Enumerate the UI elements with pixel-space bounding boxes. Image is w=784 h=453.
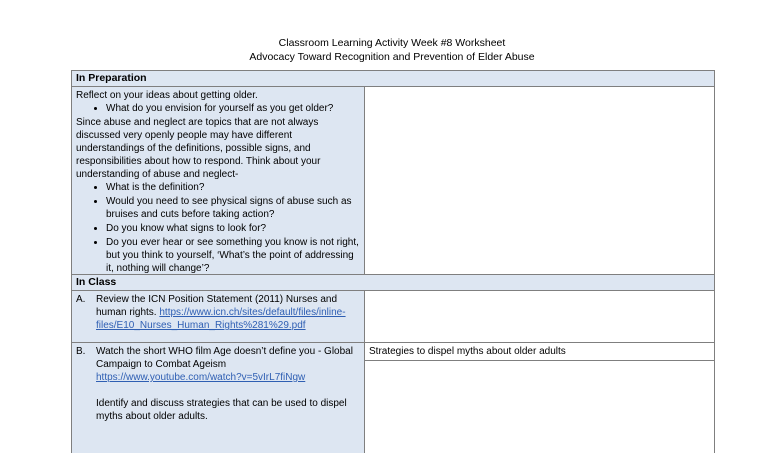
list-item: • What is the definition?: [106, 181, 360, 194]
item-b-instruction: Identify and discuss strategies that can be used to dispel myths about older adults.: [96, 398, 347, 422]
prep-paragraph: Since abuse and neglect are topics that are not always discussed very openly people may have different understandings of the definitions, possible signs, and responsibilities about how to respond. Think about your understanding of abuse and neglect-: [76, 117, 321, 180]
list-item: • What do you envision for yourself as you get older?: [106, 102, 360, 115]
item-b-response-cell: [365, 343, 714, 453]
prep-prompt-cell: [72, 87, 365, 274]
strategies-response-area[interactable]: [365, 361, 714, 441]
item-a-row: [72, 291, 714, 343]
prep-intro: Reflect on your ideas about getting older.: [76, 90, 258, 101]
prep-response-cell[interactable]: [365, 87, 714, 274]
prep-bullet-list-1: [76, 102, 360, 115]
in-class-header: In Class: [72, 274, 714, 291]
item-a-prompt-cell: [72, 291, 365, 342]
item-b-label: B.: [76, 346, 86, 357]
list-item: • Would you need to see physical signs of abuse such as bruises and cuts before taking action?: [106, 195, 360, 221]
item-a-label: A.: [76, 294, 86, 305]
item-b-prompt-cell: [72, 343, 365, 453]
worksheet-subtitle: Advocacy Toward Recognition and Prevention of Elder Abuse: [249, 51, 535, 63]
prep-bullet-list-2: [76, 181, 360, 275]
item-b-row: [72, 343, 714, 453]
list-item: • Do you ever hear or see something you know is not right, but you think to yourself, ‘What’s the point of addressing it, nothing will change’?: [106, 236, 360, 275]
strategies-label: Strategies to dispel myths about older adults: [365, 343, 714, 361]
list-item: • Do you know what signs to look for?: [106, 222, 360, 235]
prep-row: [72, 87, 714, 274]
worksheet-table: [71, 70, 715, 453]
item-a-response-cell[interactable]: [365, 291, 714, 342]
who-film-link[interactable]: https://www.youtube.com/watch?v=5vIrL7fiNgw: [96, 372, 306, 383]
item-a-text: Review the ICN Position Statement (2011) Nurses and human rights.: [96, 294, 338, 318]
worksheet-title: Classroom Learning Activity Week #8 Worksheet: [278, 37, 506, 49]
item-b-text: Watch the short WHO film Age doesn’t define you - Global Campaign to Combat Ageism: [96, 346, 353, 370]
icn-position-link[interactable]: https://www.icn.ch/sites/default/files/inline-files/E10_Nurses_Human_Rights%281%29.pdf: [96, 307, 346, 331]
in-preparation-header: In Preparation: [72, 70, 714, 87]
